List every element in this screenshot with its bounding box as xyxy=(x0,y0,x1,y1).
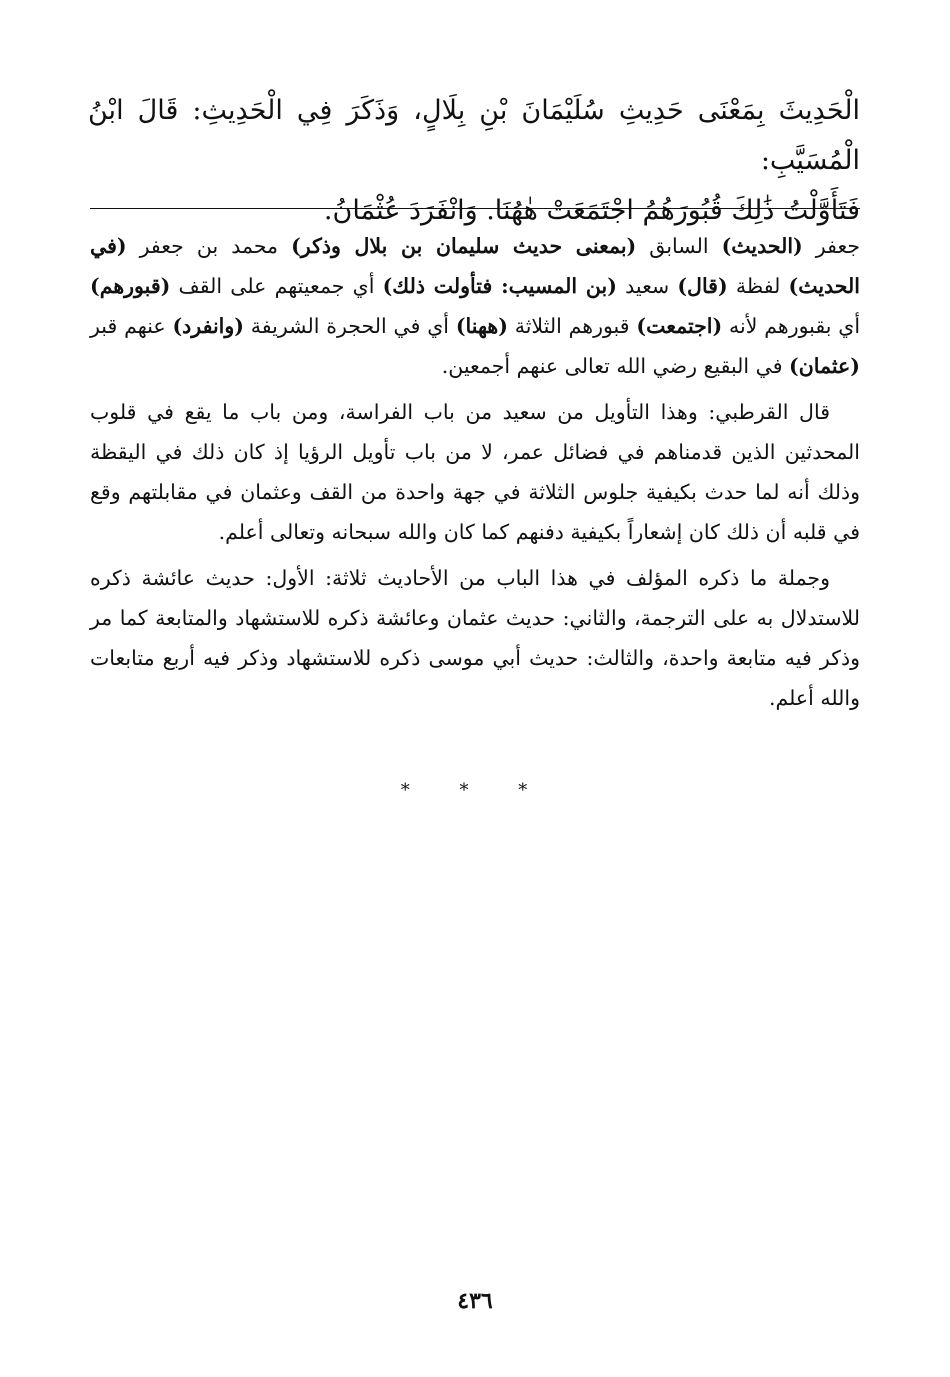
quoted-phrase: (عثمان) xyxy=(789,354,860,378)
page-number: ٤٣٦ xyxy=(457,1288,493,1314)
commentary-paragraph-3: وجملة ما ذكره المؤلف في هذا الباب من الأحاديث ثلاثة: الأول: حديث عائشة ذكره للاستدلال به على الترجمة، والثاني: حديث عثمان وعائشة ذكره للاستشهاد والمتابعة كما مر وذكر فيه متابعة واحدة، والثالث: حديث أبي موسى ذكره للاستشهاد وذكر فيه أربع متابعات والله أعلم. xyxy=(90,566,860,710)
commentary-paragraph-1 xyxy=(90,226,860,386)
quoted-phrase: (وانفرد) xyxy=(172,314,244,338)
hadith-line-1: الْحَدِيثَ بِمَعْنَى حَدِيثِ سُلَيْمَانَ بْنِ بِلَالٍ، وَذَكَرَ فِي الْحَدِيثِ: قَالَ ابْنُ الْمُسَيَّبِ: xyxy=(88,95,860,176)
quoted-phrase: (قبورهم) xyxy=(90,274,171,298)
commentary-text: في البقيع رضي الله تعالى عنهم أجمعين. xyxy=(441,354,790,378)
quoted-phrase: (بمعنى حديث سليمان بن بلال وذكر) xyxy=(291,234,637,258)
commentary-text: السابق xyxy=(636,234,722,258)
quoted-phrase: (قال) xyxy=(677,274,728,298)
commentary-text: محمد بن جعفر xyxy=(126,234,292,258)
commentary-paragraph-2: قال القرطبي: وهذا التأويل من سعيد من باب الفراسة، ومن باب ما يقع في قلوب المحدثين الذين قدمناهم في فضائل عمر، لا من باب تأويل الرؤيا إذ كان ذلك في اليقظة وذلك أنه لما حدث بكيفية جلوس الثلاثة في جهة واحدة من القف وعثمان في مقابلتهم وقع في قلبه أن ذلك كان إشعاراً بكيفية دفنهم كما كان والله سبحانه وتعالى أعلم. xyxy=(90,400,860,544)
quoted-phrase: (في الحديث) xyxy=(90,234,860,298)
section-separator-stars: * * * xyxy=(400,780,550,801)
commentary-text: قبورهم الثلاثة xyxy=(507,314,637,338)
commentary-text: جعفر xyxy=(802,234,861,258)
quoted-phrase: (الحديث) xyxy=(721,234,803,258)
hadith-text xyxy=(88,86,860,236)
commentary-text: أي في الحجرة الشريفة xyxy=(243,314,456,338)
hadith-line-2: فَتَأَوَّلْتُ ذَٰلِكَ قُبُورَهُمُ اجْتَمَعَتْ هٰهُنَا. وَانْفَرَدَ عُثْمَانُ. xyxy=(323,195,860,226)
commentary-text: أي بقبورهم لأنه xyxy=(722,314,861,338)
footnote-divider xyxy=(90,208,860,209)
commentary-text: عنهم قبر xyxy=(90,314,173,338)
commentary-section xyxy=(90,226,860,718)
quoted-phrase: (بن المسيب: فتأولت ذلك) xyxy=(382,274,617,298)
quoted-phrase: (اجتمعت) xyxy=(636,314,723,338)
commentary-text: أي جمعيتهم على القف xyxy=(170,274,383,298)
commentary-text: لفظة xyxy=(727,274,789,298)
commentary-text: سعيد xyxy=(616,274,678,298)
quoted-phrase: (ههنا) xyxy=(455,314,508,338)
